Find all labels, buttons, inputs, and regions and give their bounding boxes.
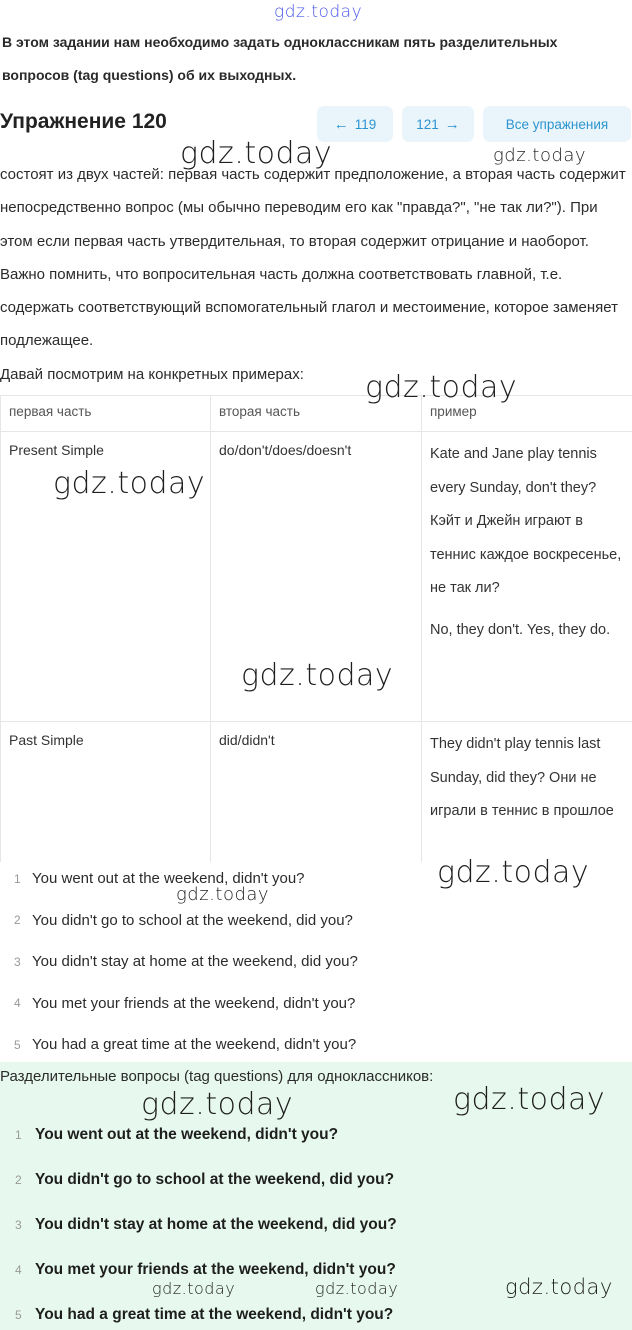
next-exercise-label: 121 — [416, 116, 439, 132]
item-text: You met your friends at the weekend, didn't you? — [32, 994, 356, 1012]
item-text: You didn't stay at home at the weekend, did you? — [32, 953, 358, 971]
item-text: You had a great time at the weekend, didn't you? — [32, 1036, 357, 1054]
watermark: gdz.today — [241, 658, 394, 693]
watermark: gdz.today — [141, 1087, 294, 1122]
table-header: первая часть — [1, 396, 211, 432]
table-header: вторая часть — [211, 396, 422, 432]
table-header: пример — [422, 396, 632, 432]
watermark-top: gdz.today — [274, 2, 363, 22]
watermark: gdz.today — [315, 1279, 399, 1298]
table-cell-example — [422, 432, 632, 722]
list-item — [0, 983, 632, 1025]
watermark: gdz.today — [53, 466, 206, 501]
item-number: 1 — [15, 1127, 22, 1142]
watermark: gdz.today — [152, 1279, 236, 1298]
exercise-title: Упражнение 120 — [0, 110, 167, 133]
item-text: You went out at the weekend, didn't you? — [35, 1125, 339, 1143]
list-item — [0, 1157, 632, 1202]
item-text: You didn't go to school at the weekend, did you? — [32, 911, 353, 929]
item-number: 4 — [14, 996, 21, 1011]
list-item — [0, 1202, 632, 1247]
next-exercise-button[interactable] — [402, 106, 474, 142]
all-exercises-button[interactable]: Все упражнения — [483, 106, 631, 142]
watermark: gdz.today — [176, 884, 270, 905]
arrow-left-icon: ← — [333, 115, 349, 133]
arrow-right-icon: → — [444, 115, 460, 133]
item-number: 4 — [15, 1262, 22, 1277]
example-text: Kate and Jane play tennis every Sunday, don't they? Кэйт и Джейн играют в теннис каждое воскресенье, не так ли? — [430, 446, 622, 596]
watermark: gdz.today — [365, 370, 518, 405]
item-number: 1 — [14, 871, 21, 886]
watermark: gdz.today — [180, 136, 333, 171]
item-text: You met your friends at the weekend, didn't you? — [35, 1260, 396, 1278]
watermark: gdz.today — [493, 145, 587, 166]
table-cell-example — [422, 722, 632, 863]
item-text: You had a great time at the weekend, didn't you? — [35, 1305, 394, 1323]
list-item — [0, 1024, 632, 1066]
task-intro: В этом задании нам необходимо задать одноклассникам пять разделительных вопросов (tag questions) об их выходных. — [2, 34, 558, 83]
table-cell-tag: did/didn't — [211, 722, 422, 863]
item-number: 5 — [14, 1037, 21, 1052]
item-number: 2 — [15, 1172, 22, 1187]
item-text: You went out at the weekend, didn't you? — [32, 870, 305, 888]
table-cell-tag: do/don't/does/doesn't — [211, 432, 422, 722]
example-answer: No, they don't. Yes, they do. — [430, 621, 611, 638]
watermark: gdz.today — [505, 1275, 613, 1299]
list-item — [0, 1112, 632, 1157]
item-text: You didn't stay at home at the weekend, did you? — [35, 1215, 397, 1233]
examples-intro: Давай посмотрим на конкретных примерах: — [0, 365, 304, 383]
answer-title: Разделительные вопросы (tag questions) для одноклассников: — [0, 1068, 434, 1085]
item-number: 2 — [14, 913, 21, 928]
prev-exercise-label: 119 — [354, 116, 377, 132]
list-item — [0, 900, 632, 942]
table-cell-tense: Past Simple — [1, 722, 211, 863]
example-text: They didn't play tennis last Sunday, did they? Они не играли в теннис в прошлое — [430, 736, 614, 819]
explanation-block — [0, 158, 632, 391]
watermark: gdz.today — [453, 1082, 606, 1117]
watermark: gdz.today — [437, 855, 590, 890]
explanation-text: состоят из двух частей: первая часть содержит предположение, а вторая часть содержит непосредственно вопрос (мы обычно переводим его как "правда?", "не так ли?"). При этом если первая часть утвердительная, то вторая содержит отрицание и наоборот. Важно помнить, что вопросительная часть должна соответствовать главной, т.е. содержать соответствующий вспомогательный глагол и местоимение, которое заменяет подлежащее. — [0, 166, 626, 350]
item-text: You didn't go to school at the weekend, did you? — [35, 1170, 395, 1188]
table-cell-tense: Present Simple — [1, 432, 211, 722]
table-row — [1, 722, 632, 863]
list-item — [0, 941, 632, 983]
item-number: 5 — [15, 1307, 22, 1322]
item-number: 3 — [14, 954, 21, 969]
item-number: 3 — [15, 1217, 22, 1232]
